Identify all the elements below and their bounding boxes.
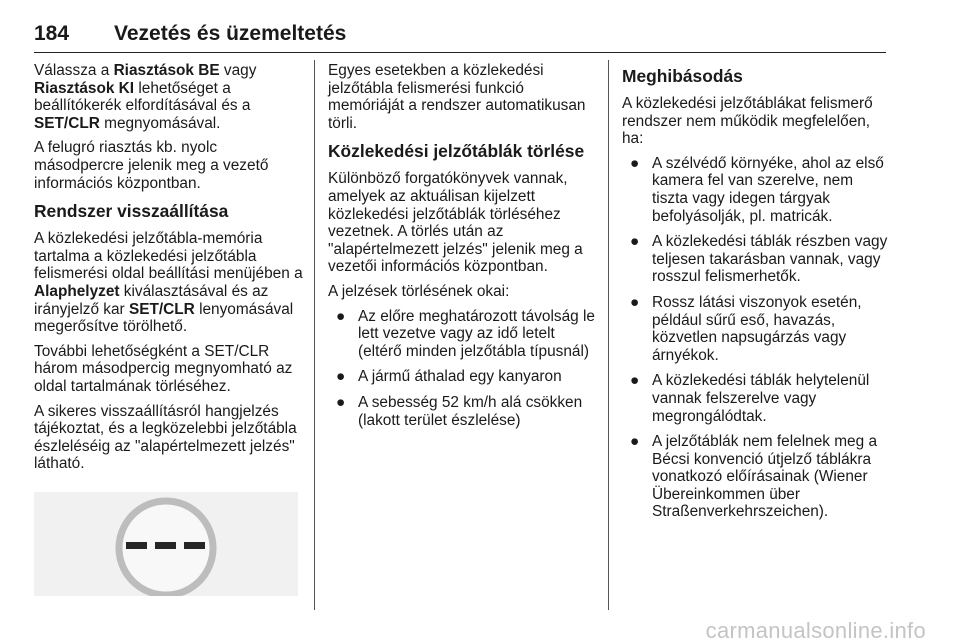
control-set-clr: SET/CLR [34, 114, 100, 132]
bullet-icon: ● [630, 233, 640, 251]
menu-option-alerts-on: Riasztások BE [113, 62, 220, 79]
bullet-icon: ● [336, 307, 346, 325]
paragraph-alert-selection: Válassza a Riasztások BE vagy Riasztások KI lehetőséget a beállítókerék elfordításával és a SET/CLR megnyomásával. [34, 62, 257, 132]
bullet-icon: ● [336, 368, 346, 386]
list-item: ● A sebesség 52 km/h alá csökken (lakott terület észlelése) [336, 393, 583, 429]
heading-system-reset: Rendszer visszaállítása [34, 201, 229, 222]
page-number: 184 [34, 22, 70, 45]
paragraph-popup-duration: A felugró riasztás kb. nyolc másodpercre jelenik meg a vezető információs központban. [34, 139, 269, 192]
column-3 [622, 62, 888, 529]
paragraph-auto-clear: Egyes esetekben a közlekedési jelzőtábla felismerési funkció memóriáját a rendszer automatikusan törli. [328, 62, 586, 132]
heading-malfunction: Meghibásodás [622, 66, 743, 86]
list-item: ● Az előre meghatározott távolság le lett vezetve vagy az idő letelt (eltérő minden jelzőtábla típusnál) [336, 307, 595, 360]
column-1 [34, 62, 306, 480]
column-divider-1 [314, 60, 315, 610]
menu-option-default: Alaphelyzet [34, 282, 120, 300]
bullet-icon: ● [630, 433, 640, 451]
clear-reasons-list [328, 308, 600, 430]
menu-option-alerts-off: Riasztások KI [34, 79, 135, 97]
default-sign-icon [34, 492, 298, 596]
chapter-title: Vezetés és üzemeltetés [114, 22, 347, 45]
page-header [34, 18, 886, 53]
bullet-icon: ● [630, 372, 640, 390]
control-set-clr: SET/CLR [128, 300, 195, 318]
list-item: ● A közlekedési táblák helytelenül vannak felszerelve vagy megrongálódtak. [630, 372, 870, 425]
paragraph-hold-set-clr: További lehetőségként a SET/CLR három másodpercig megnyomható az oldal tartalmának törléséhez. [34, 342, 293, 395]
paragraph-clear-reasons-intro: A jelzések törlésének okai: [328, 282, 510, 300]
list-item: ● Rossz látási viszonyok esetén, például sűrű eső, havazás, közvetlen napsugárzás vagy árnyékok. [630, 293, 862, 364]
paragraph-memory-reset: A közlekedési jelzőtábla-memória tartalma a közlekedési jelzőtábla felismerési oldal beállítási menüjében a Alaphelyzet kiválasztásával és az irányjelző kar SET/CLR lenyomásával megerősítve törölhető. [34, 230, 303, 336]
paragraph-clear-scenarios: Különböző forgatókönyvek vannak, amelyek az aktuálisan kijelzett közlekedési jelzőtáblák törléséhez vezetnek. A törlés után az "alapértelmezett jelzés" jelenik meg a vezetői információs központban. [328, 170, 583, 276]
list-item: ● A közlekedési táblák részben vagy teljesen takarásban vannak, vagy rosszul felismerhetők. [630, 233, 888, 286]
heading-sign-clearing: Közlekedési jelzőtáblák törlése [328, 141, 585, 162]
list-item: ● A szélvédő környéke, ahol az első kamera fel van szerelve, nem tiszta vagy idegen tárgyak befolyásolják, pl. matricák. [630, 154, 884, 225]
default-sign-illustration [34, 492, 298, 596]
bullet-icon: ● [336, 393, 346, 411]
paragraph-malfunction-intro: A közlekedési jelzőtáblákat felismerő rendszer nem működik megfelelően, ha: [622, 95, 873, 148]
column-2 [328, 62, 600, 437]
bullet-icon: ● [630, 293, 640, 311]
paragraph-reset-confirmation: A sikeres visszaállításról hangjelzés tájékoztat, és a legközelebbi jelzőtábla észleléséig az "alapértelmezett jelzés" látható. [34, 402, 297, 473]
bullet-icon: ● [630, 154, 640, 172]
watermark: carmanualsonline.info [705, 618, 926, 643]
column-divider-2 [608, 60, 609, 610]
malfunction-list [622, 155, 888, 521]
list-item: ● A jármű áthalad egy kanyaron [336, 368, 562, 386]
list-item: ● A jelzőtáblák nem felelnek meg a Bécsi konvenció útjelző táblákra vonatkozó előírásainak (Wiener Übereinkommen über Straßenverkehrszeichen). [630, 433, 878, 521]
